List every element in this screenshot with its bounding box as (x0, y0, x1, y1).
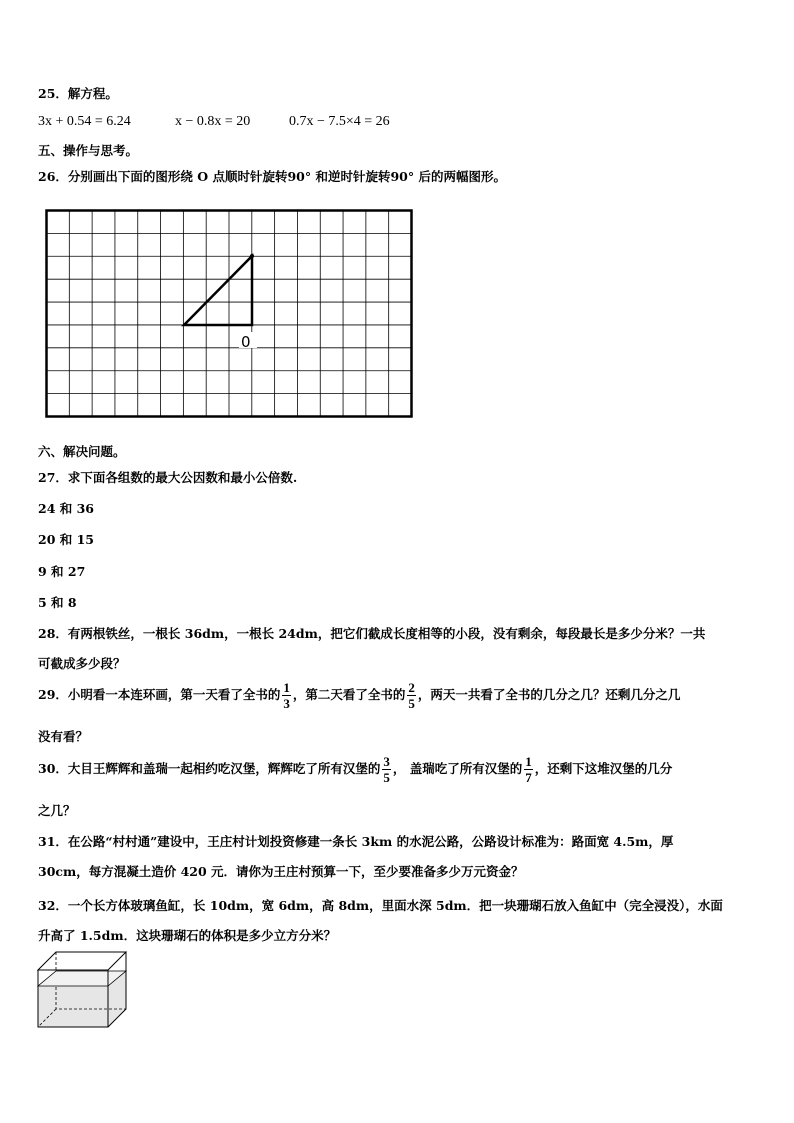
q30-text-3: ，还剩下这堆汉堡的几分 (534, 761, 673, 776)
equation-1: 3x + 0.54 = 6.24 (38, 114, 131, 129)
q30-line-1 (38, 755, 672, 784)
q29-text-3: ，两天一共看了全书的几分之几？还剩几分之几 (417, 687, 681, 702)
pair-item: 5 和 8 (38, 595, 77, 610)
fraction-two-fifths: $\frac{2}{5}$ (408, 680, 415, 711)
q30-line-2: 之几？ (38, 803, 76, 818)
point-o-marker (250, 254, 254, 258)
q30-text-2: ， 盖瑞吃了所有汉堡的 (392, 761, 523, 776)
q29-text-1: 29．小明看一本连环画，第一天看了全书的 (38, 687, 281, 702)
pair-item: 24 和 36 (38, 501, 94, 516)
q32-line-1: 32．一个长方体玻璃鱼缸，长 10dm，宽 6dm，高 8dm，里面水深 5dm．把一块珊瑚石放入鱼缸中（完全浸没），水面 (38, 898, 723, 913)
q31-line-2: 30cm，每方混凝土造价 420 元．请你为王庄村预算一下，至少要准备多少万元资金？ (38, 864, 524, 879)
q29-line-2: 没有看？ (38, 729, 89, 744)
equation-3: 0.7x − 7.5×4 = 26 (289, 114, 390, 129)
point-o-label: 0 (241, 333, 251, 351)
rotation-grid-figure (44, 208, 414, 420)
fish-tank-figure (36, 950, 132, 1032)
section-5-heading: 五、操作与思考。 (38, 143, 139, 158)
q29-line-1 (38, 681, 680, 710)
q31-line-1: 31．在公路“村村通”建设中，王庄村计划投资修建一条长 3km 的水泥公路，公路设计标准为：路面宽 4.5m，厚 (38, 834, 674, 849)
q28-line-2: 可截成多少段？ (38, 656, 126, 671)
pair-item: 20 和 15 (38, 532, 94, 547)
q26-title: 26．分别画出下面的图形绕 O 点顺时针旋转90° 和逆时针旋转90° 后的两幅图形。 (38, 169, 506, 184)
q28-line-1: 28．有两根铁丝，一根长 36dm，一根长 24dm，把它们截成长度相等的小段，没有剩余，每段最长是多少分米？一共 (38, 626, 706, 641)
q25-title: 25．解方程。 (38, 86, 118, 101)
pair-item: 9 和 27 (38, 564, 86, 579)
q32-line-2: 升高了 1.5dm．这块珊瑚石的体积是多少立方分米？ (38, 928, 337, 943)
equation-2: x − 0.8x = 20 (175, 114, 251, 129)
fraction-one-third: $\frac{1}{3}$ (283, 680, 290, 711)
q29-text-2: ，第二天看了全书的 (292, 687, 406, 702)
q27-title: 27．求下面各组数的最大公因数和最小公倍数. (38, 470, 298, 485)
fraction-one-seventh: $\frac{1}{7}$ (525, 754, 532, 785)
q30-text-1: 30．大目王辉辉和盖瑞一起相约吃汉堡，辉辉吃了所有汉堡的 (38, 761, 381, 776)
triangle-shape (184, 256, 252, 325)
section-6-heading: 六、解决问题。 (38, 444, 126, 459)
fraction-three-fifths: $\frac{3}{5}$ (383, 754, 390, 785)
